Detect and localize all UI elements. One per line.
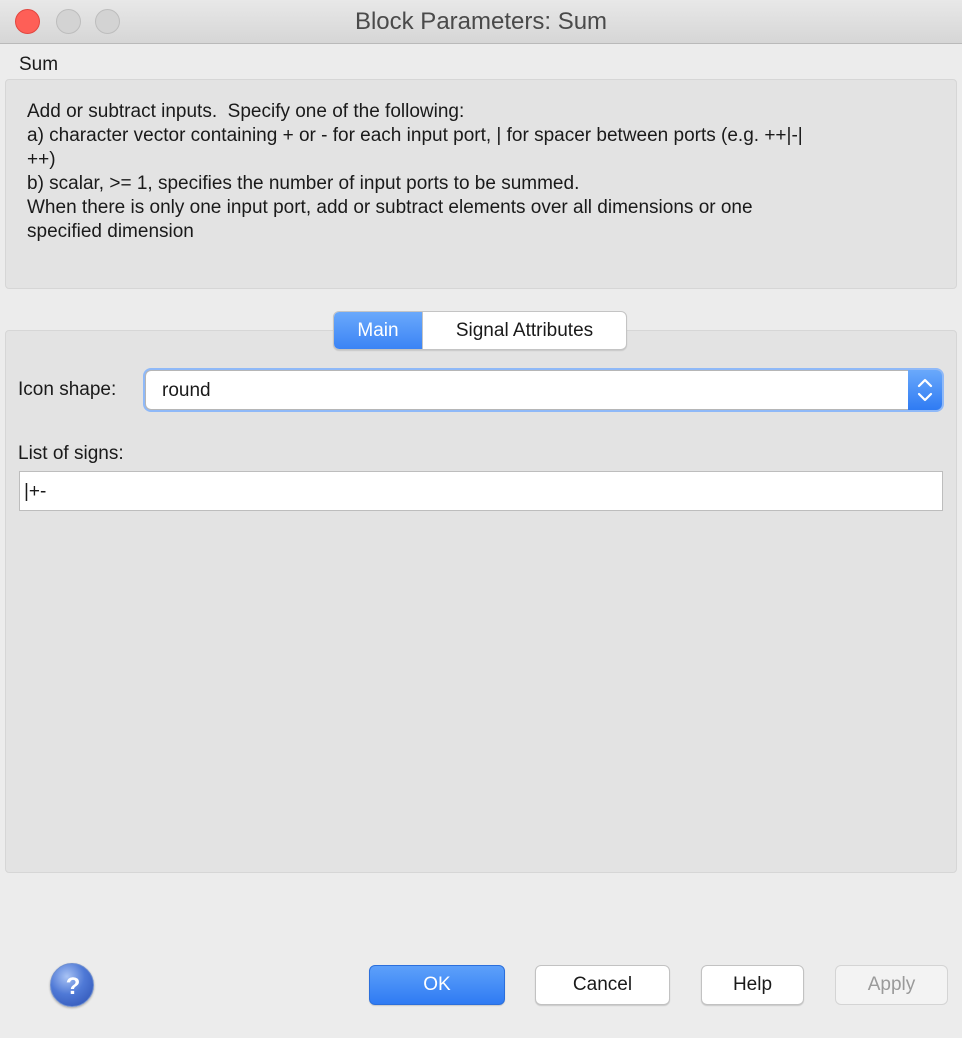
block-type-name: Sum <box>19 54 59 75</box>
window-title: Block Parameters: Sum <box>354 8 608 35</box>
help-question-icon[interactable] <box>50 963 94 1007</box>
apply-button[interactable]: Apply <box>835 965 948 1005</box>
list-of-signs-field[interactable] <box>19 471 943 511</box>
cancel-button[interactable]: Cancel <box>535 965 670 1005</box>
list-of-signs-label: List of signs: <box>18 443 124 464</box>
title-bar <box>0 0 962 44</box>
icon-shape-select[interactable] <box>145 370 942 410</box>
tab-bar <box>333 311 627 350</box>
ok-button[interactable]: OK <box>369 965 505 1005</box>
description-panel <box>5 79 957 289</box>
icon-shape-value: round <box>162 380 211 401</box>
tab-content-panel <box>5 330 957 873</box>
block-description: Add or subtract inputs. Specify one of the following: a) character vector containing + or - for each input port, | for spacer between ports (e.g. ++|-| ++) b) scalar, >= 1, specifies the number of input ports to be summed. When there is only one input port, add or subtract elements over all dimensions or one specified dimension <box>27 101 803 242</box>
icon-shape-label: Icon shape: <box>18 379 117 400</box>
tab-main[interactable]: Main <box>334 312 422 349</box>
svg-text:?: ? <box>65 973 81 1000</box>
tab-signal-attributes[interactable]: Signal Attributes <box>422 312 626 349</box>
help-button[interactable]: Help <box>701 965 804 1005</box>
list-of-signs-value: |+- <box>24 481 47 502</box>
chevron-up-down-icon[interactable] <box>908 370 942 410</box>
